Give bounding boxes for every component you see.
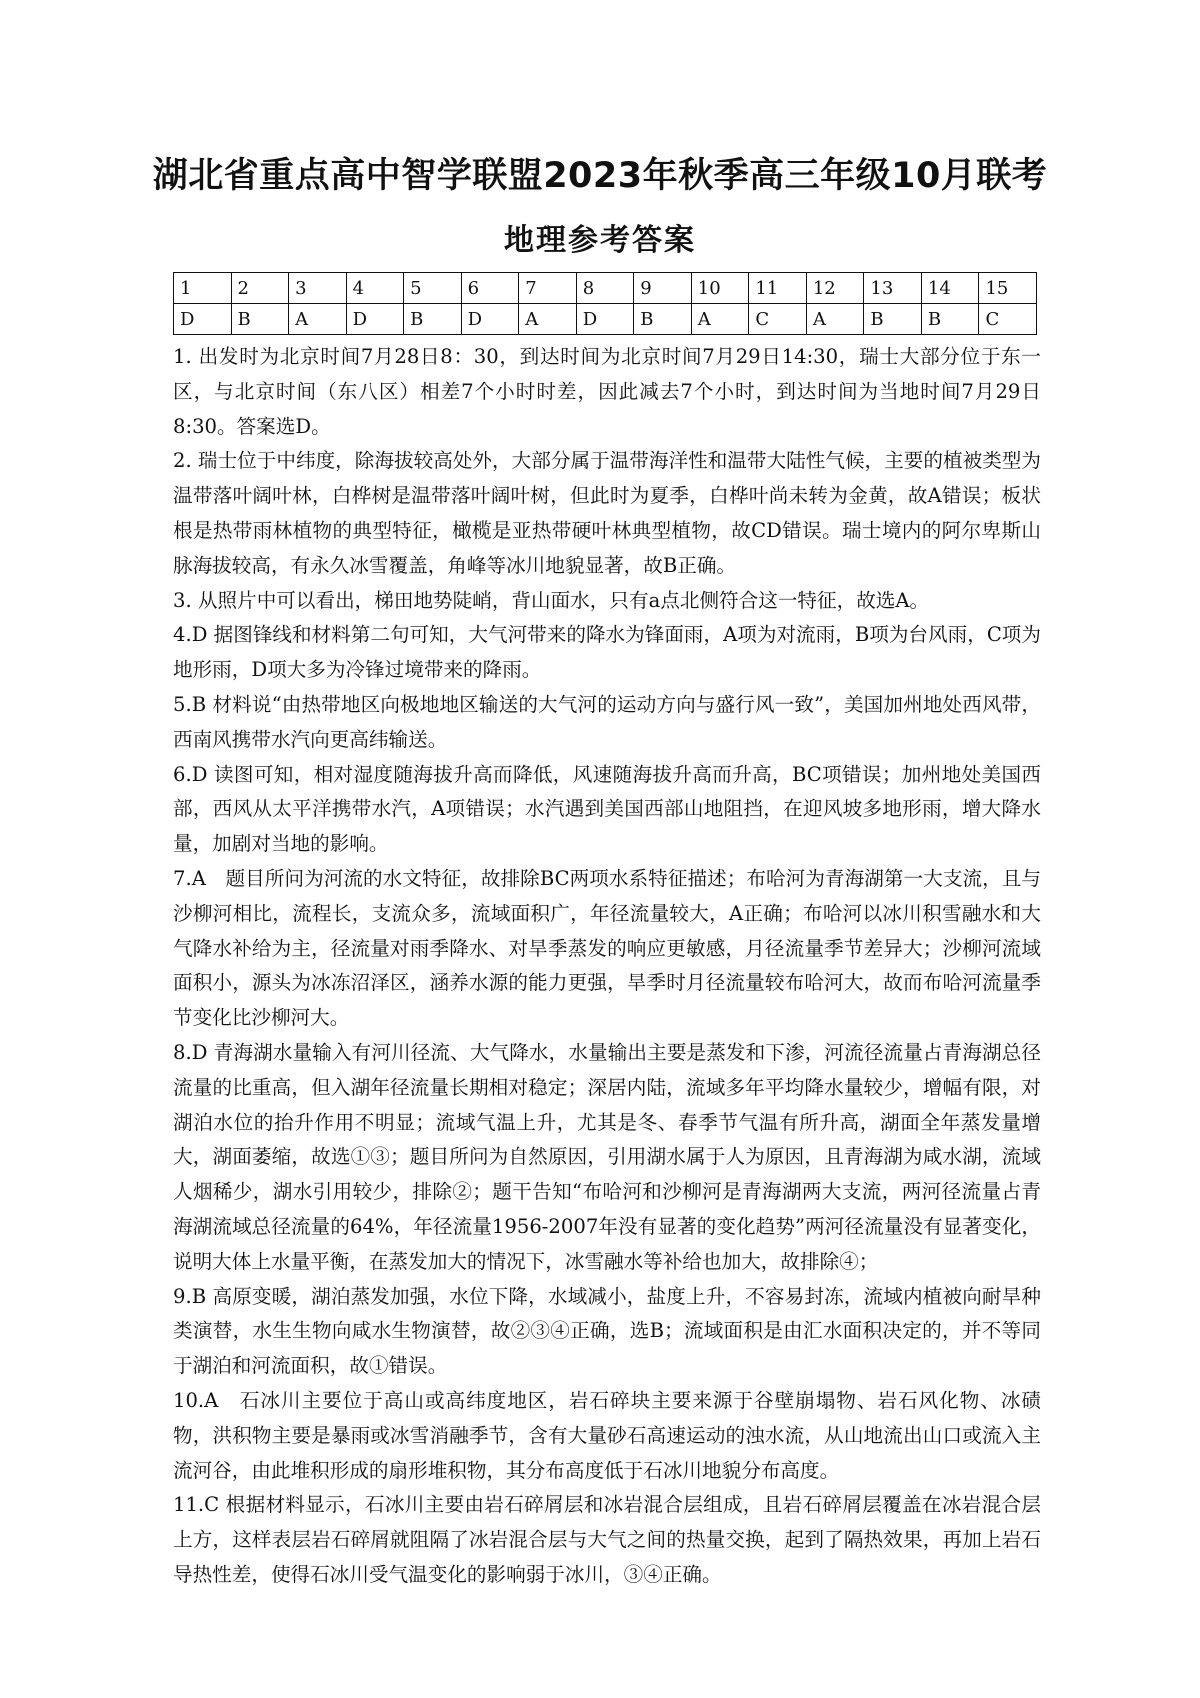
question-number: 13 <box>864 273 922 304</box>
explanation-paragraph: 11.C 根据材料显示，石冰川主要由岩石碎屑层和冰岩混合层组成，且岩石碎屑层覆盖在冰岩混合层上方，这样表层岩石碎屑就阻隔了冰岩混合层与大气之间的热量交换，起到了隔热效果，再加上岩石导热性差，使得石冰川受气温变化的影响弱于冰川，③④正确。 <box>173 1493 1041 1586</box>
question-number: 9 <box>634 273 692 304</box>
answer-cell: B <box>921 304 979 335</box>
question-number: 7 <box>519 273 577 304</box>
question-number: 14 <box>921 273 979 304</box>
answer-cell: C <box>979 304 1037 335</box>
explanation-paragraph: 3. 从照片中可以看出，梯田地势陡峭，背山面水，只有a点北侧符合这一特征，故选A。 <box>173 588 930 612</box>
question-number: 10 <box>691 273 749 304</box>
answer-cell: B <box>634 304 692 335</box>
answer-table <box>173 272 1037 335</box>
answer-cell: D <box>576 304 634 335</box>
explanation-paragraph: 6.D 读图可知，相对湿度随海拔升高而降低，风速随海拔升高而升高，BC项错误；加州地处美国西部，西风从太平洋携带水汽，A项错误；水汽遇到美国西部山地阻挡，在迎风坡多地形雨，增大降水量，加剧对当地的影响。 <box>173 762 1041 856</box>
question-number: 12 <box>806 273 864 304</box>
answer-cell: B <box>864 304 922 335</box>
answer-cell: D <box>346 304 404 335</box>
answer-row <box>174 304 1037 335</box>
question-number: 8 <box>576 273 634 304</box>
explanation-paragraph: 1. 出发时为北京时间7月28日8：30，到达时间为北京时间7月29日14:30，瑞士大部分位于东一区，与北京时间（东八区）相差7个小时时差，因此减去7个小时，到达时间为当地时间7月29日8:30。答案选D。 <box>173 345 1041 438</box>
explanation-paragraph: 8.D 青海湖水量输入有河川径流、大气降水，水量输出主要是蒸发和下渗，河流径流量占青海湖总径流量的比重高，但入湖年径流量长期相对稳定；深居内陆，流域多年平均降水量较少，增幅有限，对湖泊水位的抬升作用不明显；流域气温上升，尤其是冬、春季节气温有所升高，湖面全年蒸发量增大，湖面萎缩，故选①③；题目所问为自然原因，引用湖水属于人为原因，且青海湖为咸水湖，流域人烟稀少，湖水引用较少，排除②；题干告知“布哈河和沙柳河是青海湖两大支流，两河径流量占青海湖流域总径流量的64%，年径流量1956-2007年没有显著的变化趋势”两河径流量没有显著变化，说明大体上水量平衡，在蒸发加大的情况下，冰雪融水等补给也加大，故排除④； <box>173 1040 1041 1273</box>
question-number: 3 <box>289 273 347 304</box>
question-number: 5 <box>404 273 462 304</box>
answer-cell: A <box>519 304 577 335</box>
answer-cell: A <box>806 304 864 335</box>
page-subtitle: 地理参考答案 <box>504 223 696 258</box>
answer-cell: B <box>231 304 289 335</box>
explanation-paragraph: 10.A 石冰川主要位于高山或高纬度地区，岩石碎块主要来源于谷壁崩塌物、岩石风化物、冰碛物，洪积物主要是暴雨或冰雪消融季节，含有大量砂石高速运动的浊水流，从山地流出山口或流入主流河谷，由此堆积形成的扇形堆积物，其分布高度低于石冰川地貌分布高度。 <box>173 1388 1041 1482</box>
answer-cell: A <box>691 304 749 335</box>
answer-cell: B <box>404 304 462 335</box>
question-number: 15 <box>979 273 1037 304</box>
explanation-paragraph: 2. 瑞士位于中纬度，除海拔较高处外，大部分属于温带海洋性和温带大陆性气候，主要的植被类型为温带落叶阔叶林，白桦树是温带落叶阔叶树，但此时为夏季，白桦叶尚未转为金黄，故A错误；板状根是热带雨林植物的典型特征，橄榄是亚热带硬叶林典型植物，故CD错误。瑞士境内的阿尔卑斯山脉海拔较高，有永久冰雪覆盖，角峰等冰川地貌显著，故B正确。 <box>173 449 1041 577</box>
answer-cell: D <box>461 304 519 335</box>
question-number-row <box>174 273 1037 304</box>
question-number: 1 <box>174 273 232 304</box>
page-title: 湖北省重点高中智学联盟2023年秋季高三年级10月联考 <box>152 156 1048 196</box>
answer-cell: D <box>174 304 232 335</box>
explanation-paragraph: 9.B 高原变暖，湖泊蒸发加强，水位下降，水域减小，盐度上升，不容易封冻，流域内植被向耐旱种类演替，水生生物向咸水生物演替，故②③④正确，选B；流域面积是由汇水面积决定的，并不等同于湖泊和河流面积，故①错误。 <box>173 1284 1041 1378</box>
explanations <box>173 340 1041 1593</box>
explanation-paragraph: 4.D 据图锋线和材料第二句可知，大气河带来的降水为锋面雨，A项为对流雨，B项为台风雨，C项为地形雨，D项大多为冷锋过境带来的降雨。 <box>173 623 1041 682</box>
answer-cell: C <box>749 304 807 335</box>
question-number: 2 <box>231 273 289 304</box>
explanation-paragraph: 5.B 材料说“由热带地区向极地地区输送的大气河的运动方向与盛行风一致”，美国加州地处西风带，西南风携带水汽向更高纬输送。 <box>173 692 1041 751</box>
explanation-paragraph: 7.A 题目所问为河流的水文特征，故排除BC两项水系特征描述；布哈河为青海湖第一大支流，且与沙柳河相比，流程长，支流众多，流域面积广，年径流量较大，A正确；布哈河以冰川积雪融水和大气降水补给为主，径流量对雨季降水、对旱季蒸发的响应更敏感，月径流量季节差异大；沙柳河流域面积小，源头为冰冻沼泽区，涵养水源的能力更强，旱季时月径流量较布哈河大，故而布哈河流量季节变化比沙柳河大。 <box>173 866 1041 1030</box>
question-number: 4 <box>346 273 404 304</box>
answer-cell: A <box>289 304 347 335</box>
question-number: 6 <box>461 273 519 304</box>
question-number: 11 <box>749 273 807 304</box>
